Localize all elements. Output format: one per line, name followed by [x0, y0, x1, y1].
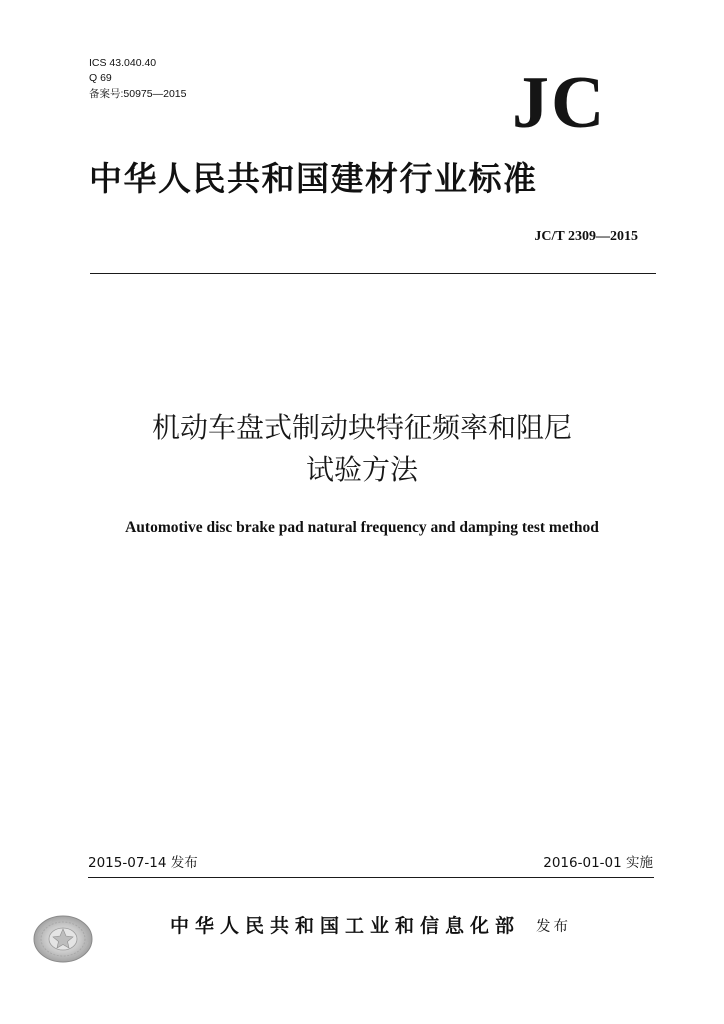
- title-chinese-line2: 试验方法: [305, 453, 418, 486]
- publish-label: 发布: [536, 919, 571, 935]
- publisher-name: 中华人民共和国工业和信息化部: [170, 915, 521, 937]
- ccs-code: Q 69: [89, 72, 112, 84]
- issue-date: 2015-07-14 发布: [88, 855, 198, 871]
- title-chinese-line1: 机动车盘式制动块特征频率和阻尼: [151, 411, 572, 444]
- implementation-date: 2016-01-01 实施: [543, 855, 653, 871]
- jc-logo: JC: [512, 62, 607, 144]
- record-number: 备案号:50975—2015: [89, 88, 187, 100]
- header-divider: [90, 273, 656, 274]
- footer-divider: [88, 877, 654, 878]
- title-english: Automotive disc brake pad natural frequency and damping test method: [125, 519, 599, 536]
- standard-number: JC/T 2309—2015: [534, 229, 638, 244]
- standard-category-title: 中华人民共和国建材行业标准: [89, 159, 538, 198]
- ics-code: ICS 43.040.40: [89, 57, 157, 69]
- anti-counterfeit-seal-icon: [32, 912, 94, 964]
